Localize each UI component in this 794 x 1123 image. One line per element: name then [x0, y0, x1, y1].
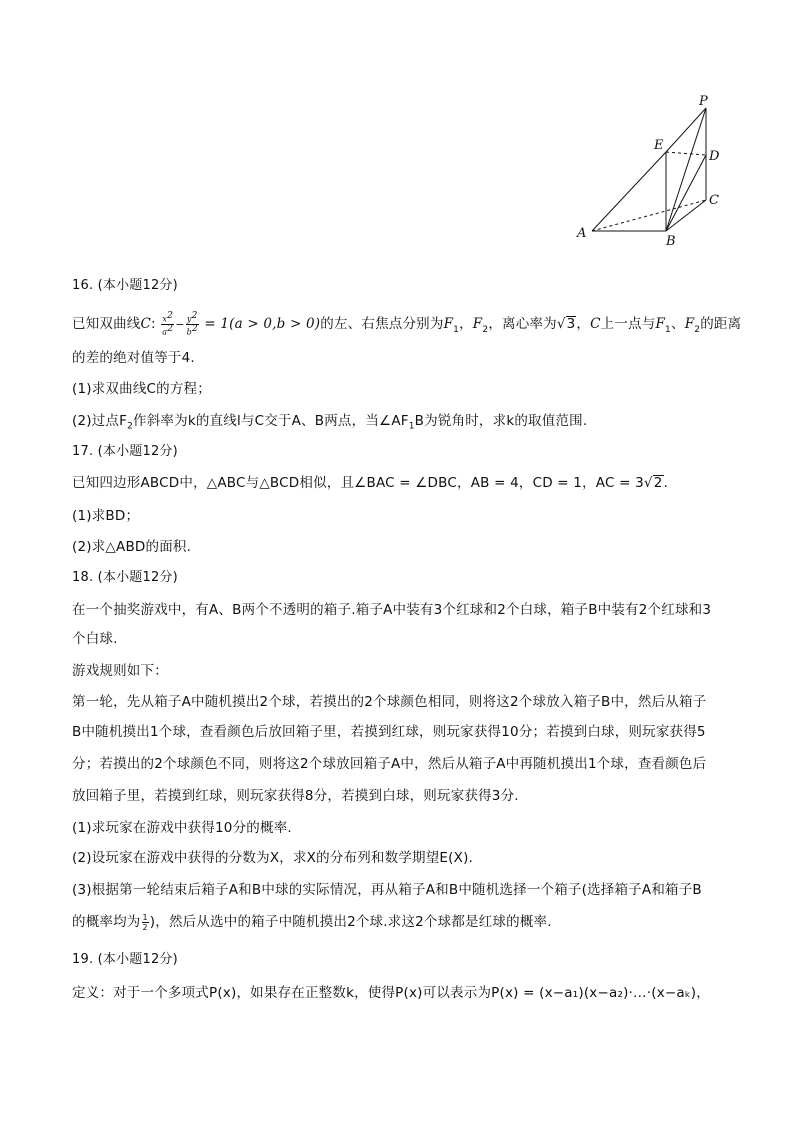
- q17-line-1: 已知四边形ABCD中，△ABC与△BCD相似，且∠BAC = ∠DBC，AB = 4，CD = 1，AC = 3√2.: [72, 475, 669, 491]
- edge-ED-dashed: [666, 152, 706, 155]
- q16-F2-sub: 2: [482, 324, 489, 335]
- frac-x2-a2: $\frac{x^2}{a^2}$: [162, 311, 174, 337]
- q17-period: .: [663, 475, 669, 491]
- q16-F2b-sub: 2: [694, 324, 701, 335]
- edge-EP: [666, 108, 706, 152]
- q16-comma-2: ，: [576, 316, 591, 333]
- geometry-figure: [570, 92, 730, 250]
- frac-y2-b2: $\frac{y^2}{b^2}$: [186, 311, 198, 337]
- q18-line-2: 个白球.: [72, 631, 118, 647]
- frac-den: 2: [142, 922, 148, 932]
- q18-line-1: 在一个抽奖游戏中，有A、B两个不透明的箱子.箱子A中装有3个红球和2个白球，箱子B中装有2个红球和3: [72, 602, 712, 618]
- q18-line-3: 游戏规则如下：: [72, 663, 168, 679]
- q18-line-6: 分；若摸出的2个球颜色不同，则将这2个球放回箱子A中，然后从箱子A中再随机摸出1个球，查看颜色后: [72, 756, 707, 772]
- q17-sqrt2: 2: [653, 475, 663, 491]
- label-C: C: [709, 193, 719, 208]
- q16-text-f: 上一点与: [600, 316, 656, 333]
- label-P: P: [699, 94, 708, 109]
- q16-var-C: C: [140, 316, 152, 333]
- q16-p2-a: (2)过点F: [72, 413, 128, 429]
- q18-p3-b: )，然后从选中的箱子中随机摸出2个球.求这2个球都是红球的概率.: [149, 914, 552, 930]
- q16-F1b: F: [655, 316, 666, 333]
- q17-text: 已知四边形ABCD中，△ABC与△BCD相似，且∠BAC = ∠DBC，AB = 4，CD = 1，AC = 3: [72, 475, 644, 491]
- frac-b: b: [186, 327, 192, 337]
- edge-AE: [592, 152, 666, 231]
- q16-F1: F: [443, 316, 454, 333]
- q18-part-1: (1)求玩家在游戏中获得10分的概率.: [72, 820, 292, 836]
- q16-F1b-sub: 1: [665, 324, 671, 335]
- frac-a: a: [162, 327, 168, 337]
- q16-text-h: 的距离: [700, 316, 742, 333]
- q17-part-1: (1)求BD；: [72, 508, 140, 524]
- q16-part-1: (1)求双曲线C的方程；: [72, 381, 211, 397]
- q18-line-5: B中随机摸出1个球，查看颜色后放回箱子里，若摸到红球，则玩家获得10分；若摸到白球，则玩家获得5: [72, 724, 706, 740]
- edge-BD: [666, 155, 706, 231]
- label-E: E: [654, 138, 664, 153]
- q18-part-2: (2)设玩家在游戏中获得的分数为X，求X的分布列和数学期望E(X).: [72, 850, 474, 866]
- q16-text-d: ，离心率为: [488, 316, 557, 333]
- q19-heading: 19. (本小题12分): [72, 952, 178, 967]
- frac-one-half: [142, 913, 149, 932]
- q16-line-1: 已知双曲线C: $\frac{x^2}{a^2}$ − $\frac{y^2}{b^2}$ = 1(a > 0,b > 0)的左、右焦点分别为$F_1$，$F_2$，离心率为√3，C上一点与$F_1$、$F_2$的距离: [72, 311, 742, 337]
- q16-F2b: F: [684, 316, 695, 333]
- q16-part-2: [72, 411, 722, 437]
- q18-p3-a: 的概率均为: [72, 914, 141, 930]
- q18-line-4: 第一轮，先从箱子A中随机摸出2个球，若摸出的2个球颜色相同，则将这2个球放入箱子B中，然后从箱子: [72, 694, 707, 710]
- edge-AC-dashed: [592, 200, 706, 231]
- label-D: D: [709, 149, 720, 164]
- label-A: A: [577, 226, 587, 241]
- frac-x: x: [162, 314, 168, 324]
- q16-text-b: 的左、右焦点分别为: [320, 316, 444, 333]
- q18-part-3-line-2: [72, 912, 722, 932]
- q16-colon: :: [151, 316, 156, 333]
- q16-F2: F: [472, 316, 483, 333]
- q16-var-C2: C: [590, 316, 601, 333]
- q16-p2-sub: 2: [127, 421, 134, 432]
- pyramid-diagram: [570, 92, 730, 250]
- q16-sqrt3: 3: [566, 316, 576, 333]
- label-B: B: [666, 234, 676, 249]
- q18-line-7: 放回箱子里，若摸到红球，则玩家获得8分，若摸到白球，则玩家获得3分.: [72, 788, 519, 804]
- edge-BC: [666, 200, 706, 231]
- q18-part-3-line-1: (3)根据第一轮结束后箱子A和B中球的实际情况，再从箱子A和B中随机选择一个箱子(选择箱子A和箱子B: [72, 882, 702, 898]
- q17-heading: 17. (本小题12分): [72, 444, 178, 459]
- frac-num: 1: [142, 912, 148, 922]
- q16-sep: 、: [670, 316, 685, 333]
- frac-y: y: [186, 314, 192, 324]
- q18-heading: 18. (本小题12分): [72, 570, 178, 585]
- q19-line-1: 定义：对于一个多项式P(x)，如果存在正整数k，使得P(x)可以表示为P(x) = (x−a₁)(x−a₂)·…·(x−aₖ)，: [72, 985, 710, 1001]
- q16-p2-b: 作斜率为k的直线l与C交于A、B两点，当∠AF: [133, 413, 409, 429]
- edge-BP: [666, 108, 706, 231]
- q16-text: 已知双曲线: [72, 316, 141, 333]
- q16-p2-sub2: 1: [408, 421, 415, 432]
- q16-comma: ，: [459, 316, 473, 333]
- q16-p2-c: B为锐角时，求k的取值范围.: [414, 413, 588, 429]
- q17-part-2: (2)求△ABD的面积.: [72, 539, 192, 555]
- q16-condition: = 1(a > 0,b > 0): [199, 316, 321, 333]
- q16-heading: 16. (本小题12分): [72, 278, 178, 293]
- q16-line-2: 的差的绝对值等于4.: [72, 350, 195, 366]
- q16-F1-sub: 1: [453, 324, 460, 335]
